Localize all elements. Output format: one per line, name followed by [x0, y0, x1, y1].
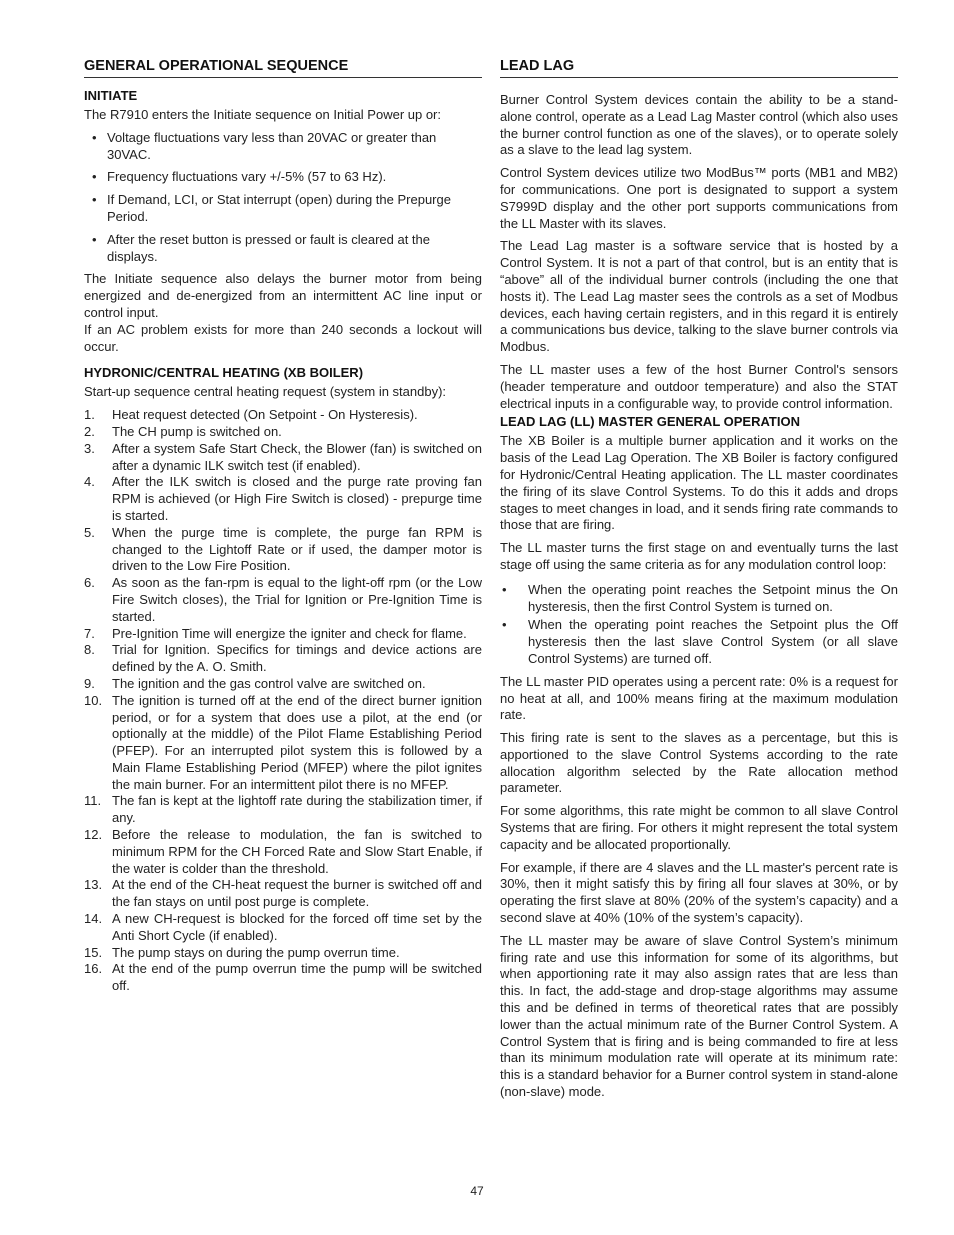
- hydronic-intro: Start-up sequence central heating request (system in standby):: [84, 384, 447, 400]
- lead-lag-paragraph: The Lead Lag master is a software service that is hosted by a Control System. It is not a part of that control, but is an entity that is “above” all of the individual burner controls (including the one that hosts it). The Lead Lag master sees the controls as a set of Modbus devices, each having certain registers, and in this regard it is entirely a communications bus device, talking to the slave burner controls via Modbus.: [500, 238, 898, 355]
- list-item: [84, 961, 482, 995]
- step-text: As soon as the fan-rpm is equal to the light-off rpm (or the Low Fire Switch closes), the Trial for Ignition or Pre-Ignition Time is started.: [112, 575, 482, 624]
- step-text: A new CH-request is blocked for the forced off time set by the Anti Short Cycle (if enabled).: [112, 911, 482, 943]
- right-column: [500, 58, 898, 1107]
- list-item: • Voltage fluctuations vary less than 20VAC or greater than 30VAC.: [92, 129, 437, 162]
- bullet-icon: •: [92, 192, 97, 208]
- step-number: 8.: [84, 642, 95, 658]
- list-item: • If Demand, LCI, or Stat interrupt (open) during the Prepurge Period.: [92, 192, 451, 224]
- step-number: 13.: [84, 877, 103, 893]
- ll-master-paragraph: For some algorithms, this rate might be common to all slave Control Systems that are firing. For others it might represent the total system capacity and be allocated proportionally.: [500, 803, 898, 852]
- step-number: 2.: [84, 423, 95, 439]
- ll-master-bullet-list: [500, 582, 898, 668]
- step-text: Heat request detected (On Setpoint - On Hysteresis).: [112, 407, 418, 423]
- section-title-lead-lag: LEAD LAG: [500, 58, 898, 78]
- lead-lag-paragraph: Burner Control System devices contain the ability to be a stand-alone control, operate as a Lead Lag Master control (which also uses the burner control function as one of the slaves), or to operate solely as a slave to the lead lag system.: [500, 92, 898, 158]
- left-column: [84, 58, 482, 995]
- step-number: 3.: [84, 440, 95, 456]
- initiate-paragraph: If an AC problem exists for more than 240 seconds a lockout will occur.: [84, 321, 482, 354]
- list-item: [84, 626, 482, 643]
- list-item: [84, 793, 482, 827]
- list-item: [84, 676, 482, 693]
- step-text: After the ILK switch is closed and the purge rate proving fan RPM is achieved (or High Fire Switch is closed) - prepurge time is started.: [112, 474, 482, 523]
- step-number: 14.: [84, 911, 103, 927]
- lead-lag-paragraph: The LL master uses a few of the host Burner Control's sensors (header temperature and outdoor temperature) and also the STAT electrical inputs in a configurable way, to provide control information.: [500, 361, 898, 411]
- step-text: The pump stays on during the pump overrun time.: [112, 944, 400, 960]
- step-number: 16.: [84, 961, 103, 977]
- ll-master-paragraph: The LL master may be aware of slave Control System’s minimum firing rate and use this information for some of its algorithms, but when apportioning rate it may also assign rates that are less than this. In fact, the add-stage and drop-stage algorithms may assume this and be defined in terms of theoretical rates that are possibly lower than the actual minimum rate of the Burner Control System. A Control System that is firing and is being commanded to fire at less than its minimum modulation rate will operate at its minimum rate: this is a standard behavior for a Burner control system in stand-alone (non-slave) mode.: [500, 932, 898, 1100]
- step-number: 5.: [84, 524, 95, 540]
- step-text: At the end of the CH-heat request the burner is switched off and the fan stays on until post purge is complete.: [112, 877, 482, 910]
- section-title-general-operational-sequence: GENERAL OPERATIONAL SEQUENCE: [84, 58, 482, 78]
- subheading-ll-master: LEAD LAG (LL) MASTER GENERAL OPERATION: [500, 414, 800, 430]
- list-item: [84, 424, 482, 441]
- list-item: [84, 407, 482, 424]
- bullet-icon: •: [92, 169, 97, 185]
- ll-master-paragraph: The LL master turns the first stage on and eventually turns the last stage off using the same criteria as for any modulation control loop:: [500, 540, 898, 572]
- step-number: 1.: [84, 407, 95, 423]
- list-item: [84, 642, 482, 676]
- ll-master-paragraph: For example, if there are 4 slaves and the LL master's percent rate is 30%, then it might satisfy this by firing all four slaves at 30%, or by operating the first slave at 80% (20% of the system’s capacity) and a second slave at 40% (10% of the system’s capacity).: [500, 859, 898, 926]
- subheading-hydronic: HYDRONIC/CENTRAL HEATING (XB BOILER): [84, 365, 364, 381]
- ll-master-paragraph: The XB Boiler is a multiple burner application and it works on the basis of the Lead Lag Operation. The XB Boiler is factory configured for Hydronic/Central Heating application. The LL master coordinates the firing of its slave Control Systems. To do this it adds and drops stages to meet changes in load, and it sends firing rate commands to those that are firing.: [500, 433, 898, 533]
- step-number: 6.: [84, 575, 95, 591]
- bullet-icon: •: [92, 129, 97, 145]
- page-number: 47: [470, 1184, 484, 1198]
- step-text: The ignition and the gas control valve are switched on.: [112, 675, 426, 691]
- step-text: Before the release to modulation, the fan is switched to minimum RPM for the CH Forced Rate and Slow Start Enable, if the water is colder than the threshold.: [112, 827, 482, 876]
- subheading-initiate: INITIATE: [84, 88, 138, 103]
- list-item: [84, 575, 482, 625]
- lead-lag-paragraph: Control System devices utilize two ModBus™ ports (MB1 and MB2) for communications. One port is designated to support a system S7999D display and the other port supports communications from the LL Master with its slaves.: [500, 165, 898, 231]
- list-item: [84, 877, 482, 911]
- bullet-icon: •: [92, 231, 97, 247]
- initiate-bullet-list: [84, 130, 482, 266]
- step-text: At the end of the pump overrun time the pump will be switched off.: [112, 961, 482, 994]
- step-number: 9.: [84, 675, 95, 691]
- step-text: Trial for Ignition. Specifics for timings and device actions are defined by the A. O. Smith.: [112, 642, 482, 675]
- step-number: 4.: [84, 474, 95, 490]
- list-item: [84, 525, 482, 575]
- list-item: • When the operating point reaches the Setpoint plus the Off hysteresis then the last slave Control System (or all slave Control Systems) are turned off.: [502, 617, 898, 666]
- step-number: 7.: [84, 625, 95, 641]
- list-item: [84, 693, 482, 794]
- step-number: 15.: [84, 944, 103, 960]
- list-item: [84, 911, 482, 945]
- bullet-icon: •: [502, 617, 507, 633]
- initiate-paragraph: The Initiate sequence also delays the burner motor from being energized and de-energized from an intermittent AC line input or control input.: [84, 271, 482, 320]
- ll-master-paragraph: This firing rate is sent to the slaves as a percentage, but this is apportioned to the slave Control Systems according to the rate allocation algorithm selected by the Rate allocation method parameter.: [500, 730, 898, 796]
- list-item: [84, 474, 482, 524]
- ll-master-paragraph: The LL master PID operates using a percent rate: 0% is a request for no heat at all, and 100% means firing at the maximum modulation rate.: [500, 673, 898, 723]
- step-text: The ignition is turned off at the end of the direct burner ignition period, or for a system that does use a pilot, at the end (or optionally at the middle) of the Pilot Flame Establishing Period (PFEP). For an interrupted pilot system this is followed by a Main Flame Establishing Period (MFEP) where the pilot ignites the main burner. For an intermittent pilot there is no MFEP.: [112, 692, 482, 792]
- step-text: The CH pump is switched on.: [112, 423, 282, 439]
- list-item: [84, 827, 482, 877]
- initiate-intro: The R7910 enters the Initiate sequence on Initial Power up or:: [84, 107, 441, 122]
- list-item: [84, 441, 482, 475]
- step-text: Pre-Ignition Time will energize the igniter and check for flame.: [112, 625, 467, 641]
- step-text: When the purge time is complete, the purge fan RPM is changed to the Lightoff Rate or if used, the damper motor is driven to the Low Fire Position.: [112, 524, 482, 574]
- step-text: The fan is kept at the lightoff rate during the stabilization timer, if any.: [112, 793, 482, 826]
- step-number: 12.: [84, 827, 103, 843]
- startup-sequence-list: [84, 407, 482, 995]
- bullet-icon: •: [502, 581, 507, 597]
- step-number: 10.: [84, 692, 103, 708]
- list-item: • When the operating point reaches the Setpoint minus the On hysteresis, then the first Control System is turned on.: [502, 581, 898, 614]
- list-item: • Frequency fluctuations vary +/-5% (57 to 63 Hz).: [92, 169, 387, 185]
- step-text: After a system Safe Start Check, the Blower (fan) is switched on after a dynamic ILK switch test (if enabled).: [112, 440, 482, 473]
- list-item: • After the reset button is pressed or fault is cleared at the displays.: [92, 231, 431, 264]
- list-item: [84, 945, 482, 962]
- step-number: 11.: [84, 793, 102, 809]
